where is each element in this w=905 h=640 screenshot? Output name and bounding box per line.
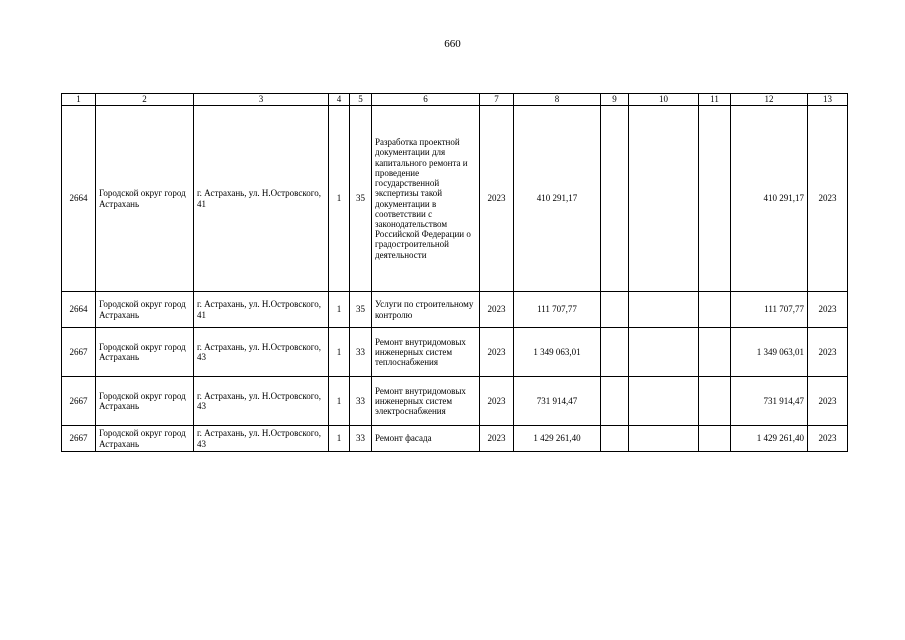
cell-col4: 1 — [329, 328, 350, 377]
cell-id: 2667 — [62, 377, 96, 426]
cell-amount: 1 429 261,40 — [514, 426, 601, 452]
header-cell: 10 — [629, 94, 699, 106]
cell-col5: 33 — [350, 377, 372, 426]
cell-work-type: Ремонт фасада — [372, 426, 480, 452]
page-number: 660 — [444, 38, 461, 50]
cell-year: 2023 — [480, 328, 514, 377]
header-cell: 11 — [699, 94, 731, 106]
cell-col5: 33 — [350, 328, 372, 377]
cell-total: 111 707,77 — [731, 292, 808, 328]
cell-col9 — [601, 106, 629, 292]
header-cell: 13 — [808, 94, 848, 106]
cell-col10 — [629, 426, 699, 452]
header-cell: 4 — [329, 94, 350, 106]
cell-address: г. Астрахань, ул. Н.Островского, 41 — [194, 106, 329, 292]
table-row — [62, 328, 848, 377]
header-cell: 7 — [480, 94, 514, 106]
cell-amount: 1 349 063,01 — [514, 328, 601, 377]
table-header-row — [62, 94, 848, 106]
cell-col10 — [629, 328, 699, 377]
cell-col11 — [699, 106, 731, 292]
header-cell: 1 — [62, 94, 96, 106]
cell-total: 410 291,17 — [731, 106, 808, 292]
cell-total: 1 429 261,40 — [731, 426, 808, 452]
cell-address: г. Астрахань, ул. Н.Островского, 43 — [194, 328, 329, 377]
cell-col10 — [629, 292, 699, 328]
cell-total: 1 349 063,01 — [731, 328, 808, 377]
header-cell: 8 — [514, 94, 601, 106]
cell-work-type: Ремонт внутридомовых инженерных систем теплоснабжения — [372, 328, 480, 377]
cell-municipality: Городской округ город Астрахань — [96, 328, 194, 377]
cell-col10 — [629, 106, 699, 292]
cell-amount: 731 914,47 — [514, 377, 601, 426]
cell-municipality: Городской округ город Астрахань — [96, 292, 194, 328]
cell-address: г. Астрахань, ул. Н.Островского, 43 — [194, 426, 329, 452]
cell-col4: 1 — [329, 292, 350, 328]
cell-end-year: 2023 — [808, 426, 848, 452]
cell-year: 2023 — [480, 377, 514, 426]
cell-col11 — [699, 328, 731, 377]
cell-col4: 1 — [329, 377, 350, 426]
cell-col5: 33 — [350, 426, 372, 452]
data-table — [61, 93, 848, 452]
cell-col4: 1 — [329, 106, 350, 292]
table-row — [62, 377, 848, 426]
cell-col11 — [699, 377, 731, 426]
cell-address: г. Астрахань, ул. Н.Островского, 43 — [194, 377, 329, 426]
cell-year: 2023 — [480, 426, 514, 452]
header-cell: 2 — [96, 94, 194, 106]
cell-end-year: 2023 — [808, 377, 848, 426]
cell-municipality: Городской округ город Астрахань — [96, 377, 194, 426]
cell-year: 2023 — [480, 292, 514, 328]
cell-address: г. Астрахань, ул. Н.Островского, 41 — [194, 292, 329, 328]
cell-col9 — [601, 328, 629, 377]
header-cell: 5 — [350, 94, 372, 106]
cell-col11 — [699, 426, 731, 452]
cell-col5: 35 — [350, 292, 372, 328]
cell-col9 — [601, 377, 629, 426]
header-cell: 9 — [601, 94, 629, 106]
cell-end-year: 2023 — [808, 106, 848, 292]
table-row — [62, 426, 848, 452]
cell-amount: 111 707,77 — [514, 292, 601, 328]
cell-work-type: Разработка проектной документации для капитального ремонта и проведение государственной экспертизы такой документации в соответствии с законодательством Российской Федерации о градостроительной деятельности — [372, 106, 480, 292]
header-cell: 6 — [372, 94, 480, 106]
table-row — [62, 292, 848, 328]
cell-col9 — [601, 426, 629, 452]
cell-id: 2664 — [62, 292, 96, 328]
cell-municipality: Городской округ город Астрахань — [96, 106, 194, 292]
cell-work-type: Услуги по строительному контролю — [372, 292, 480, 328]
cell-col5: 35 — [350, 106, 372, 292]
cell-id: 2664 — [62, 106, 96, 292]
cell-end-year: 2023 — [808, 328, 848, 377]
cell-year: 2023 — [480, 106, 514, 292]
cell-work-type: Ремонт внутридомовых инженерных систем электроснабжения — [372, 377, 480, 426]
cell-end-year: 2023 — [808, 292, 848, 328]
cell-col11 — [699, 292, 731, 328]
cell-municipality: Городской округ город Астрахань — [96, 426, 194, 452]
cell-amount: 410 291,17 — [514, 106, 601, 292]
cell-total: 731 914,47 — [731, 377, 808, 426]
table-row — [62, 106, 848, 292]
cell-col4: 1 — [329, 426, 350, 452]
header-cell: 3 — [194, 94, 329, 106]
cell-id: 2667 — [62, 328, 96, 377]
cell-id: 2667 — [62, 426, 96, 452]
header-cell: 12 — [731, 94, 808, 106]
cell-col9 — [601, 292, 629, 328]
cell-col10 — [629, 377, 699, 426]
